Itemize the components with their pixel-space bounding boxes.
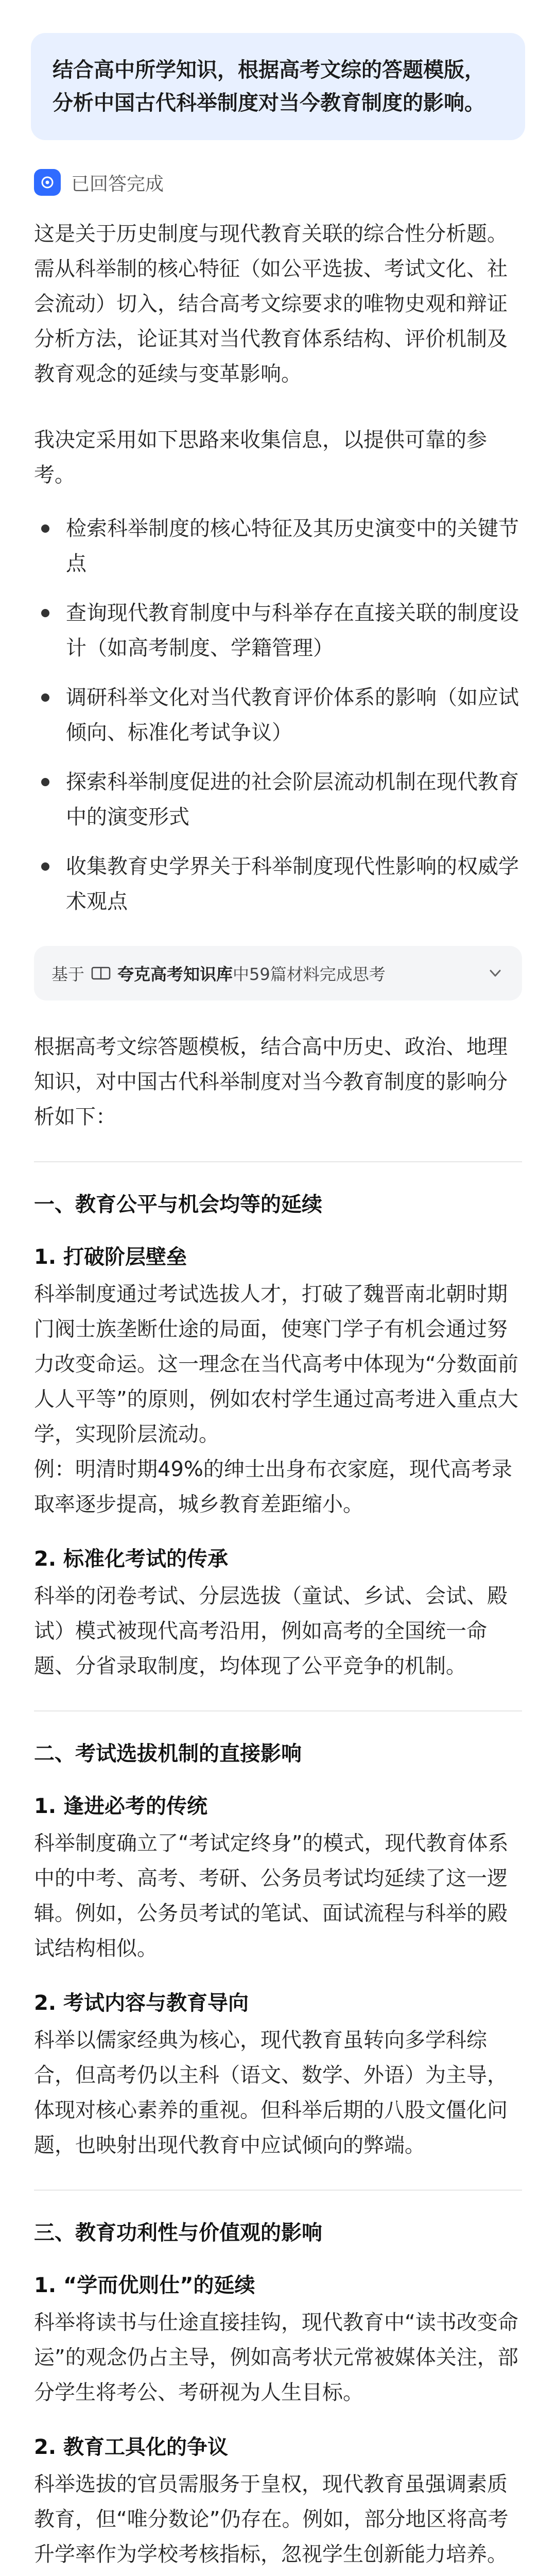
subsection-text: 科举制度通过考试选拔人才，打破了魏晋南北朝时期门阀士族垄断仕途的局面，使寒门学子有机会通过努力改变命运。这一理念在当代高考中体现为“分数面前人人平等”的原则，例如农村学生通过高考进入重点大学，实现阶层流动。 — [34, 1282, 518, 1446]
subsection-example: 例：明清时期49%的绅士出身布衣家庭，现代高考录取率逐步提高，城乡教育差距缩小。 — [34, 1458, 512, 1516]
subsection-title: 1. 打破阶层壁垒 — [34, 1245, 187, 1269]
subsection-title: 2. 考试内容与教育导向 — [34, 1991, 249, 2015]
intro-paragraph: 这是关于历史制度与现代教育关联的综合性分析题。需从科举制的核心特征（如公平选拔、考试文化、社会流动）切入，结合高考文综要求的唯物史观和辩证分析方法，论证其对当代教育体系结构、评价机制及教育观念的延续与变革影响。 — [34, 222, 508, 386]
subsection-text: 科举的闭卷考试、分层选拔（童试、乡试、会试、殿试）模式被现代高考沿用，例如高考的全国统一命题、分省录取制度，均体现了公平竞争的机制。 — [34, 1584, 508, 1678]
source-card[interactable] — [34, 946, 522, 1001]
subsection-title: 2. 标准化考试的传承 — [34, 1547, 228, 1571]
chevron-down-icon[interactable] — [486, 964, 505, 982]
subsection-text: 科举制度确立了“考试定终身”的模式，现代教育体系中的中考、高考、考研、公务员考试均延续了这一逻辑。例如，公务员考试的笔试、面试流程与科举的殿试结构相似。 — [34, 1832, 509, 1960]
plan-item: 调研科举文化对当代教育评价体系的影响（如应试倾向、标准化考试争议） — [34, 680, 522, 750]
section-title: 二、考试选拔机制的直接影响 — [34, 1742, 302, 1766]
status-text: 已回答完成 — [71, 173, 164, 195]
book-icon — [91, 965, 111, 981]
subsection-title: 1. “学而优则仕”的延续 — [34, 2274, 255, 2297]
answer-content — [0, 1029, 556, 2576]
plan-item: 查询现代教育制度中与科举存在直接关联的制度设计（如高考制度、学籍管理） — [34, 596, 522, 666]
answer-body — [0, 216, 556, 919]
bullet-dot-icon — [41, 862, 49, 871]
section-divider — [34, 1710, 522, 1711]
section-title: 三、教育功利性与价值观的影响 — [34, 2221, 322, 2245]
plan-item: 收集教育史学界关于科举制度现代性影响的权威学术观点 — [34, 849, 522, 919]
section-title: 一、教育公平与机会均等的延续 — [34, 1193, 322, 1216]
bullet-dot-icon — [41, 524, 49, 533]
answer-status — [34, 169, 522, 196]
ai-avatar-icon — [34, 169, 61, 196]
subsection-title: 2. 教育工具化的争议 — [34, 2435, 228, 2459]
subsection-text: 科举选拔的官员需服务于皇权，现代教育虽强调素质教育，但“唯分数论”仍存在。例如，部分地区将高考升学率作为学校考核指标，忽视学生创新能力培养。 — [34, 2472, 509, 2566]
bullet-dot-icon — [41, 778, 49, 786]
plan-intro-paragraph: 我决定采用如下思路来收集信息，以提供可靠的参考。 — [34, 428, 487, 487]
bullet-dot-icon — [41, 609, 49, 617]
section-divider — [34, 2190, 522, 2191]
bullet-dot-icon — [41, 693, 49, 702]
plan-item: 探索科举制度促进的社会阶层流动机制在现代教育中的演变形式 — [34, 765, 522, 835]
plan-list — [34, 511, 522, 919]
subsection-text: 科举以儒家经典为核心，现代教育虽转向多学科综合，但高考仍以主科（语文、数学、外语）为主导，体现对核心素养的重视。但科举后期的八股文僵化问题，也映射出现代教育中应试倾向的弊端。 — [34, 2028, 508, 2157]
user-question-bubble — [31, 33, 525, 140]
subsection-title: 1. 逢进必考的传统 — [34, 1794, 207, 1818]
source-prefix: 基于 — [51, 964, 85, 984]
knowledge-base-name: 夸克高考知识库 — [117, 964, 233, 984]
source-suffix: 中59篇材料完成思考 — [233, 964, 386, 984]
plan-item: 检索科举制度的核心特征及其历史演变中的关键节点 — [34, 511, 522, 581]
user-question-text: 结合高中所学知识，根据高考文综的答题模版，分析中国古代科举制度对当今教育制度的影响。 — [53, 58, 485, 115]
subsection-text: 科举将读书与仕途直接挂钩，现代教育中“读书改变命运”的观念仍占主导，例如高考状元常被媒体关注，部分学生将考公、考研视为人生目标。 — [34, 2311, 518, 2404]
section-divider — [34, 1161, 522, 1162]
answer-intro-paragraph: 根据高考文综答题模板，结合高中历史、政治、地理知识，对中国古代科举制度对当今教育制度的影响分析如下： — [34, 1035, 508, 1129]
